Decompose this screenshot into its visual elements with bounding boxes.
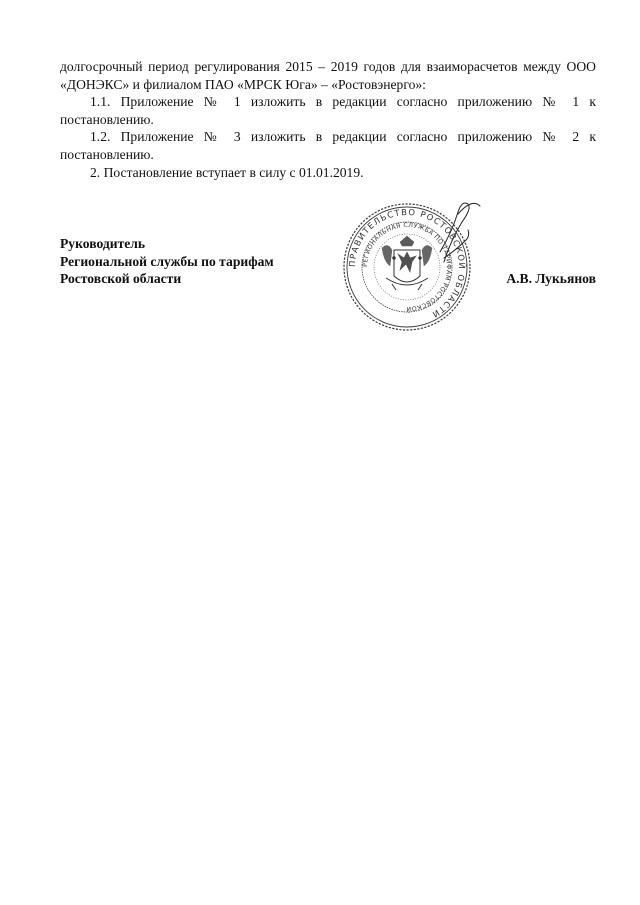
signatory-position-line: Руководитель [60, 236, 146, 251]
document-body [60, 58, 596, 181]
paragraph-intro: долгосрочный период регулирования 2015 – 2019 годов для взаиморасчетов между ООО «ДОНЭКС» и филиалом ПАО «МРСК Юга» – «Ростовэнерго»: [60, 59, 596, 92]
paragraph-item-2: 2. Постановление вступает в силу с 01.01.2019. [90, 164, 364, 180]
signatory-position-line: Региональной службы по тарифам [60, 253, 274, 269]
signatory-position-line: Ростовской области [60, 271, 182, 287]
signatory-position [60, 235, 274, 288]
seal-inner-text: РЕГИОНАЛЬНАЯ СЛУЖБА ПО ТАРИФАМ РОСТОВСКОЙ [361, 221, 452, 313]
official-seal-stamp [322, 192, 492, 342]
seal-outer-text: ПРАВИТЕЛЬСТВО РОСТОВСКОЙ ОБЛАСТИ [346, 206, 468, 321]
coat-of-arms-icon [382, 236, 432, 290]
signatory-name: А.В. Лукьянов [506, 271, 596, 286]
paragraph-item-1-2: 1.2. Приложение № 3 изложить в редакции согласно приложению № 2 к постановлению. [60, 129, 596, 162]
paragraph-item-1-1: 1.1. Приложение № 1 изложить в редакции согласно приложению № 1 к постановлению. [60, 94, 596, 127]
